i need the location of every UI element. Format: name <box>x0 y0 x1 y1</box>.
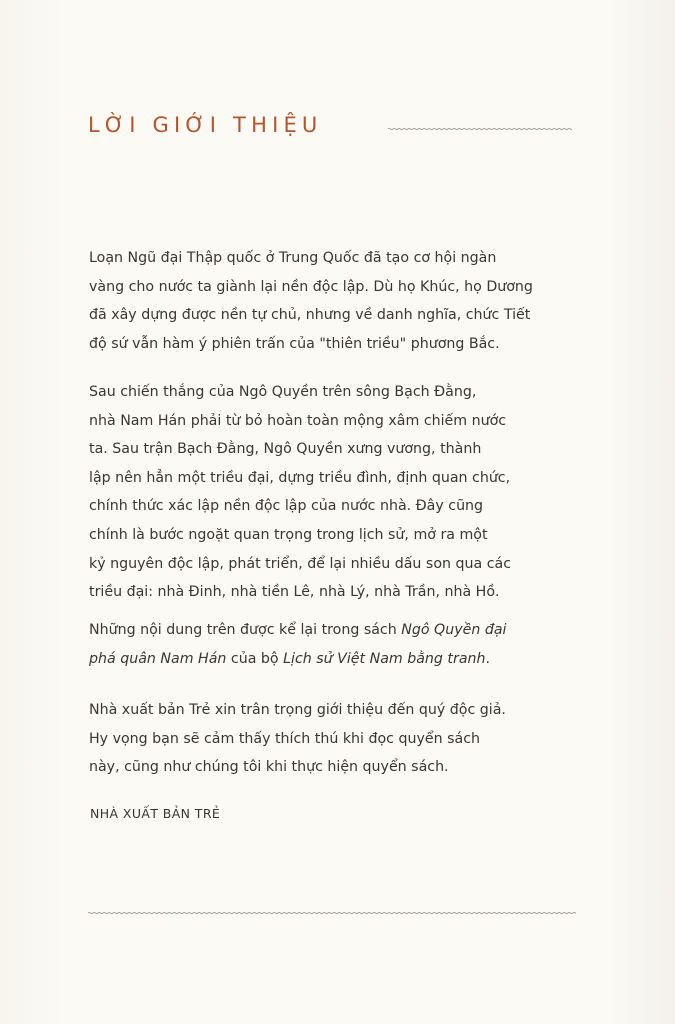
series-title-italic: Lịch sử Việt Nam bằng tranh <box>283 650 486 667</box>
text-segment: Những nội dung trên được kể lại trong sách <box>89 622 402 638</box>
paragraph-4 <box>89 696 577 782</box>
book-title-italic: Ngô Quyền đại <box>401 622 507 638</box>
paragraph-line: chính là bước ngoặt quan trọng trong lịch sử, mở ra một <box>89 526 488 543</box>
paragraph-line: kỷ nguyên độc lập, phát triển, để lại nhiều dấu son qua các <box>89 555 511 572</box>
paragraph-line: lập nên hẳn một triều đại, dựng triều đình, định quan chức, <box>89 469 511 486</box>
paragraph-line: chính thức xác lập nền độc lập của nước nhà. Đây cũng <box>89 498 484 515</box>
paragraph-line: Loạn Ngũ đại Thập quốc ở Trung Quốc đã tạo cơ hội ngàn <box>89 250 497 266</box>
title-wavy-rule <box>388 125 572 133</box>
paragraph-line: Hy vọng bạn sẽ cảm thấy thích thú khi đọc quyển sách <box>89 730 480 747</box>
paragraph-line: đã xây dựng được nền tự chủ, nhưng về danh nghĩa, chức Tiết <box>89 307 531 324</box>
paragraph-line: vàng cho nước ta giành lại nền độc lập. Dù họ Khúc, họ Dương <box>89 278 533 295</box>
paragraph-3 <box>89 616 577 673</box>
paragraph-line <box>89 616 577 645</box>
book-title-italic: phá quân Nam Hán <box>89 650 227 667</box>
paragraph-line: Sau chiến thắng của Ngô Quyền trên sông Bạch Đằng, <box>89 384 477 400</box>
heading-row <box>88 108 323 142</box>
publisher-signature: NHÀ XUẤT BẢN TRẺ <box>90 806 221 821</box>
paragraph-2 <box>89 378 577 607</box>
text-segment: của bộ <box>226 650 284 667</box>
page-title: LỜI GIỚI THIỆU <box>88 113 323 137</box>
paragraph-line: nhà Nam Hán phải từ bỏ hoàn toàn mộng xâm chiếm nước <box>89 412 507 429</box>
paragraph-line: ta. Sau trận Bạch Đằng, Ngô Quyền xưng vương, thành <box>89 441 482 458</box>
paragraph-line: độ sứ vẫn hàm ý phiên trấn của "thiên triều" phương Bắc. <box>89 335 500 352</box>
paragraph-line <box>89 645 577 674</box>
bottom-wavy-rule <box>88 909 576 917</box>
paragraph-line: này, cũng như chúng tôi khi thực hiện quyển sách. <box>89 759 449 776</box>
text-segment: . <box>485 650 491 667</box>
paragraph-line: Nhà xuất bản Trẻ xin trân trọng giới thiệu đến quý độc giả. <box>89 702 506 718</box>
paragraph-line: triều đại: nhà Đinh, nhà tiền Lê, nhà Lý, nhà Trần, nhà Hồ. <box>89 584 500 601</box>
paragraph-1 <box>89 244 577 358</box>
